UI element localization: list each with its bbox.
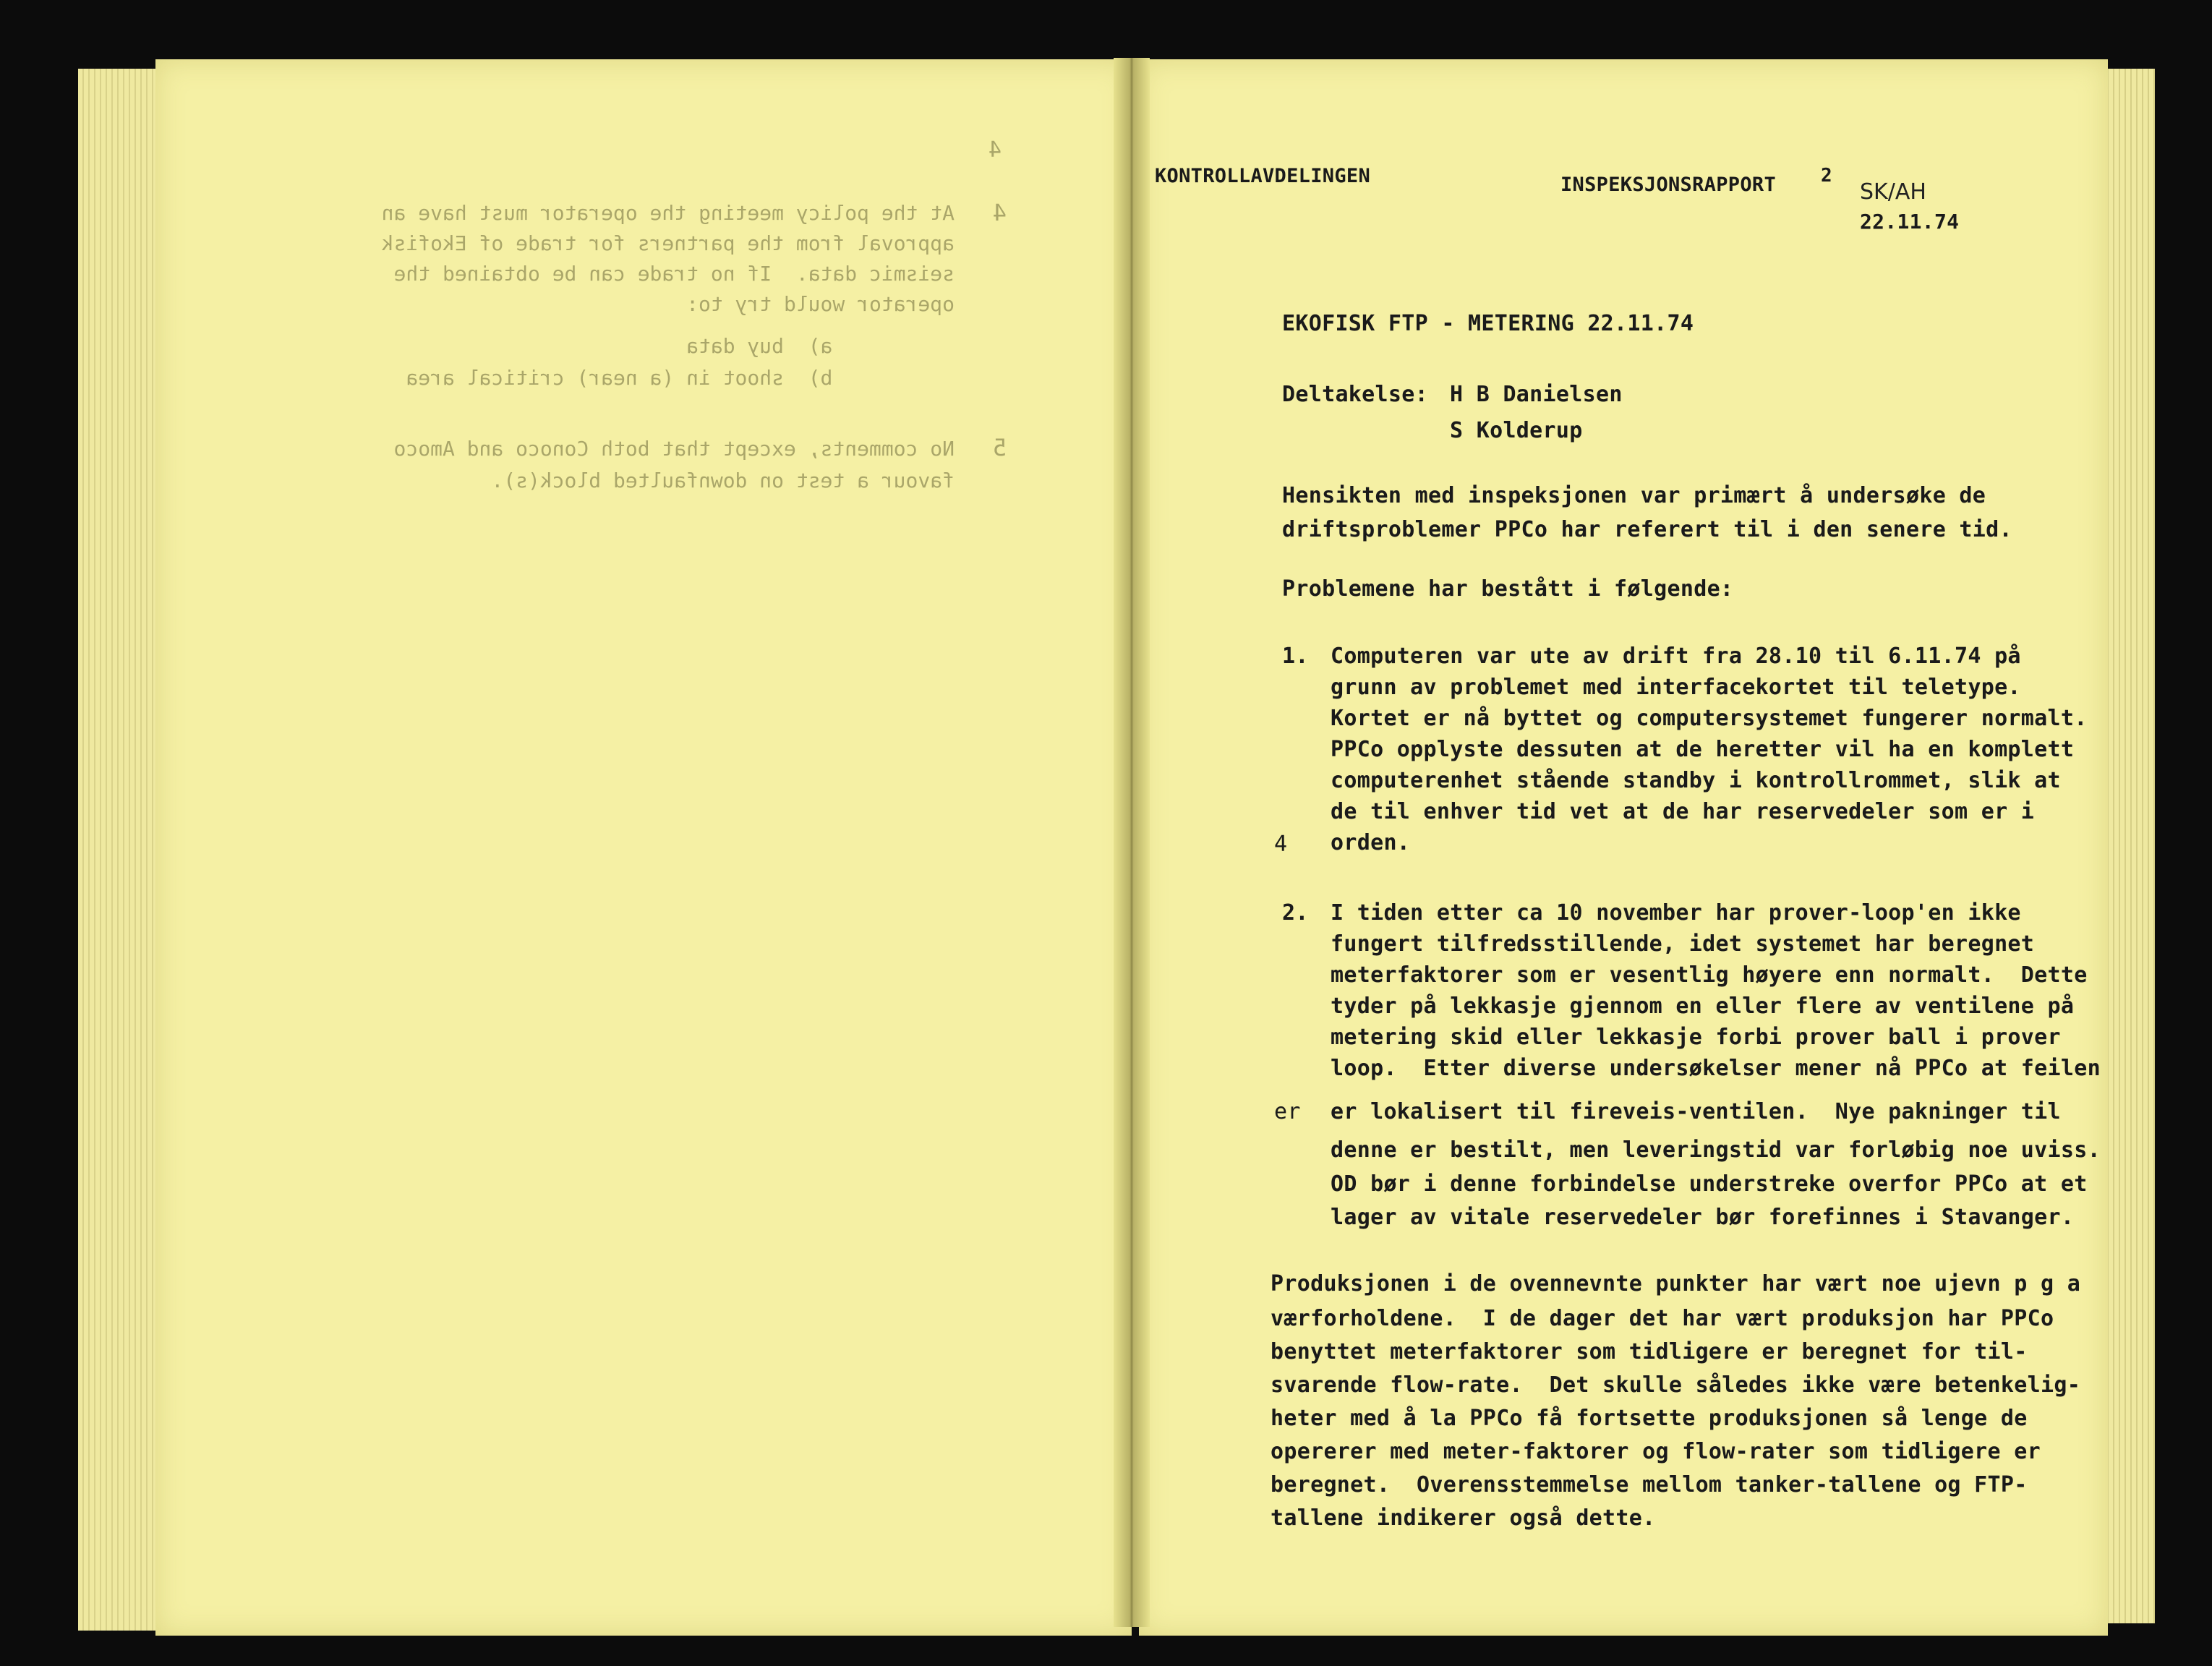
handwritten-initials: SK/AH (1860, 179, 1926, 205)
left-item4-number: 4 (992, 199, 1007, 226)
margin-mark-er: er (1274, 1099, 1301, 1124)
left-page (155, 59, 1132, 1636)
participant-2: S Kolderup (1450, 418, 1583, 443)
report-date: 22.11.74 (1860, 210, 1960, 234)
margin-mark-4: 4 (1274, 832, 1288, 857)
book-gutter (1114, 58, 1150, 1627)
department-header: KONTROLLAVDELINGEN (1155, 165, 1370, 187)
participant-1: H B Danielsen (1450, 382, 1623, 407)
page-number: 2 (1821, 165, 1832, 187)
left-item5-number: 5 (992, 434, 1007, 461)
left-page-stack (78, 69, 165, 1631)
problems-heading: Problemene har bestått i følgende: (1282, 576, 1734, 602)
participants-label: Deltakelse: (1282, 382, 1428, 407)
report-title: EKOFISK FTP - METERING 22.11.74 (1282, 311, 1694, 336)
report-type-header: INSPEKSJONSRAPPORT (1560, 174, 1776, 196)
item-2-number: 2. (1282, 900, 1309, 926)
left-page-number: 4 (988, 137, 1002, 163)
item-1-number: 1. (1282, 644, 1309, 669)
